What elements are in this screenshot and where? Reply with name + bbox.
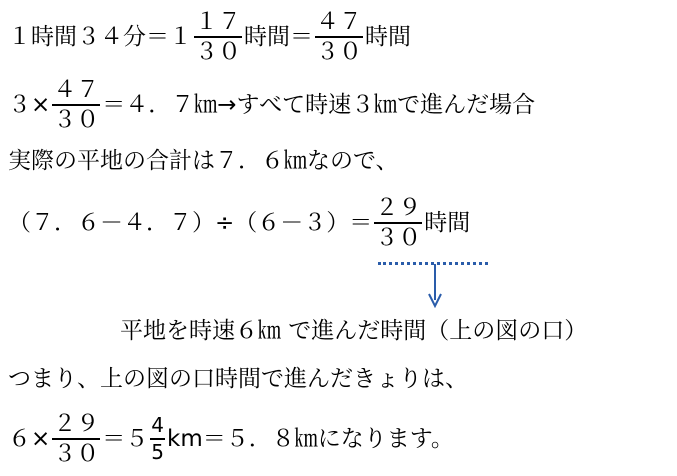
fraction-denominator: ３０ bbox=[53, 441, 100, 468]
annotation-text: 平地を時速６㎞ で進んだ時間（上の図の口） bbox=[120, 318, 588, 344]
line2-tail: ＝４．７㎞→すべて時速３㎞で進んだ場合 bbox=[102, 91, 536, 118]
fraction-denominator: ３０ bbox=[195, 39, 241, 66]
fraction-bar bbox=[52, 104, 100, 106]
line8-tail: km＝５．８㎞になります。 bbox=[167, 425, 454, 452]
line1-lhs: １時間３４分＝１ bbox=[8, 23, 192, 50]
fraction-denominator: ３０ bbox=[53, 107, 100, 134]
text-line-7 bbox=[8, 368, 468, 391]
fraction-29-30 bbox=[374, 196, 422, 250]
down-arrow-icon bbox=[428, 264, 442, 308]
fraction-denominator: 5 bbox=[151, 440, 165, 465]
line1-mid: 時間＝ bbox=[244, 23, 313, 50]
fraction-bar bbox=[374, 222, 422, 224]
fraction-bar bbox=[52, 438, 100, 440]
line4-lhs: （７．６－４．７）÷（６－３）＝ bbox=[8, 209, 373, 236]
fraction-numerator: ４７ bbox=[316, 9, 362, 35]
line8-mid: ＝５ bbox=[102, 425, 149, 452]
fraction-bar bbox=[194, 36, 242, 38]
line4-tail: 時間 bbox=[424, 209, 471, 236]
line3-text: 実際の平地の合計は７．６㎞なので、 bbox=[8, 148, 399, 174]
fraction-numerator: ２９ bbox=[53, 411, 100, 437]
fraction-47-30 bbox=[315, 10, 363, 64]
equation-line-8 bbox=[8, 412, 454, 466]
line7-text: つまり、上の図の口時間で進んだきょりは、 bbox=[8, 366, 468, 392]
equation-line-1 bbox=[8, 10, 411, 64]
text-line-3 bbox=[8, 150, 399, 173]
fraction-numerator: １７ bbox=[195, 9, 241, 35]
fraction-numerator: 4 bbox=[151, 413, 165, 438]
fraction-29-30 bbox=[52, 412, 100, 466]
line1-tail: 時間 bbox=[365, 23, 411, 50]
line8-lhs: ６× bbox=[8, 425, 51, 452]
fraction-denominator: ３０ bbox=[316, 39, 362, 66]
fraction-denominator: ３０ bbox=[375, 225, 422, 252]
annotation-line bbox=[120, 320, 587, 343]
line2-lhs: ３× bbox=[8, 91, 51, 118]
fraction-numerator: ４７ bbox=[53, 77, 100, 103]
fraction-bar bbox=[315, 36, 363, 38]
fraction-numerator: ２９ bbox=[375, 195, 422, 221]
equation-line-4 bbox=[8, 196, 470, 250]
fraction-4-5 bbox=[150, 415, 165, 463]
equation-line-2 bbox=[8, 78, 535, 132]
fraction-17-30 bbox=[194, 10, 242, 64]
fraction-47-30 bbox=[52, 78, 100, 132]
